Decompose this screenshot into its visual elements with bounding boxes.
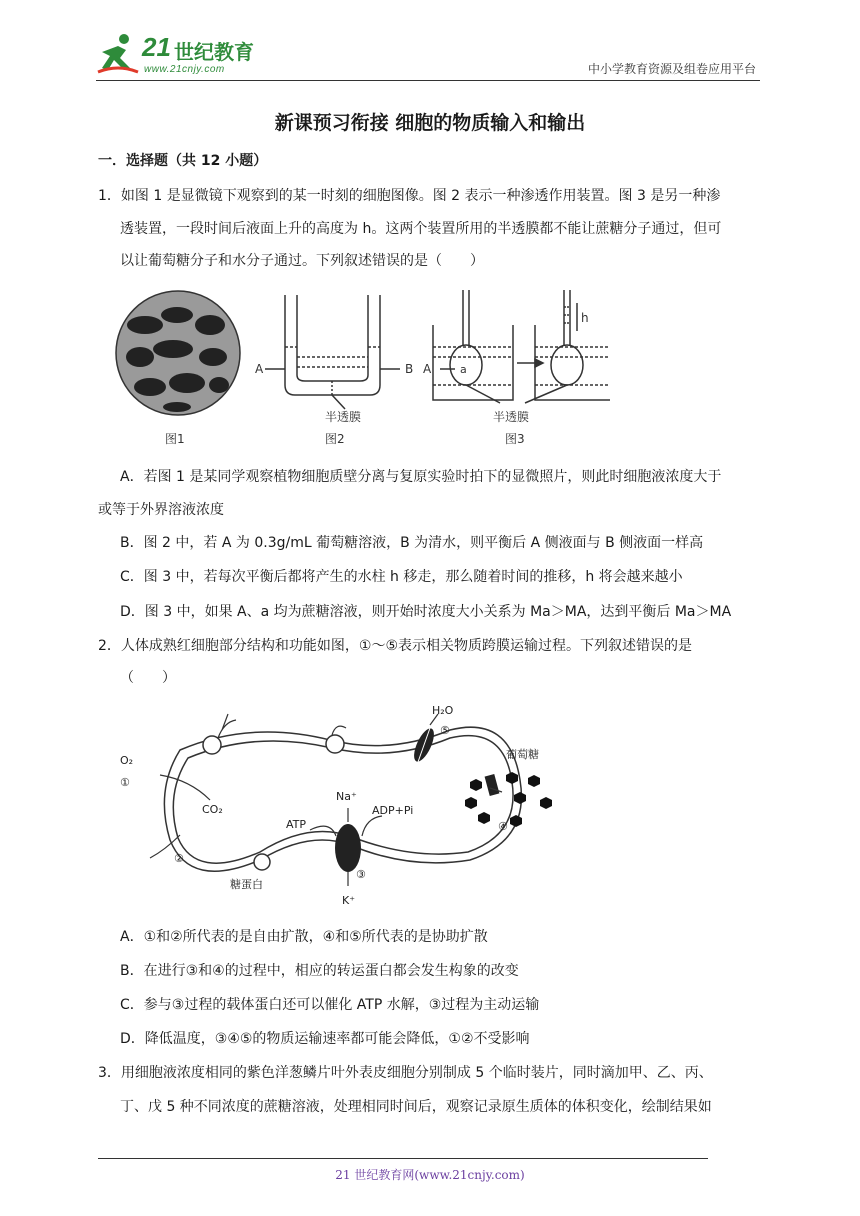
q1-option-c: C．图 3 中，若每次平衡后都将产生的水柱 h 移走，那么随着时间的推移，h 将会越来越小: [120, 569, 683, 585]
glycoprotein-shape: [254, 854, 270, 870]
fig3-label-a-lower: a: [460, 363, 467, 376]
fig2-label: 图2: [325, 432, 345, 446]
label-n5: ⑤: [440, 724, 450, 737]
label-glucose: 葡萄糖: [506, 748, 539, 761]
page-header: [96, 30, 760, 81]
q2-line-2: （ ）: [120, 670, 176, 686]
label-h2o: H₂O: [432, 704, 454, 717]
q1-line-2: 透装置，一段时间后液面上升的高度为 h。这两个装置所用的半透膜都不能让蔗糖分子通过，但可: [120, 221, 722, 237]
q2-option-c: C．参与③过程的载体蛋白还可以催化 ATP 水解，③过程为主动运输: [120, 997, 540, 1013]
q2-option-a: A．①和②所代表的是自由扩散，④和⑤所代表的是协助扩散: [120, 929, 488, 945]
site-logo[interactable]: [96, 32, 256, 76]
runner-logo-icon: [96, 32, 140, 76]
q1-line-3: 以让葡萄糖分子和水分子通过。下列叙述错误的是（ ）: [120, 253, 484, 269]
q2-option-b: B．在进行③和④的过程中，相应的转运蛋白都会发生构象的改变: [120, 963, 519, 979]
q1-line-1: 1．如图 1 是显微镜下观察到的某一时刻的细胞图像。图 2 表示一种渗透作用装置。图 3 是另一种渗: [98, 188, 721, 204]
q2-line-1: 2．人体成熟红细胞部分结构和功能如图，①～⑤表示相关物质跨膜运输过程。下列叙述错误的是: [98, 638, 693, 654]
label-adp: ADP+Pi: [372, 804, 414, 817]
footer-link[interactable]: 21 世纪教育网(www.21cnjy.com): [335, 1168, 525, 1182]
glucose-carrier: [485, 774, 500, 796]
fig2-membrane-label: 半透膜: [325, 410, 362, 424]
label-n1: ①: [120, 776, 130, 789]
fig1-cell-image: [116, 291, 240, 415]
logo-text: 世纪教育: [174, 40, 254, 64]
logo-url: www.21cnjy.com: [144, 64, 225, 75]
label-o2: O₂: [120, 754, 134, 767]
q1-option-a-2: 或等于外界溶液浓度: [98, 502, 224, 518]
q1-option-d: D．图 3 中，如果 A、a 均为蔗糖溶液，则开始时浓度大小关系为 Ma＞MA，达到平衡后 Ma＞MA: [120, 604, 732, 620]
page-title: 新课预习衔接 细胞的物质输入和输出: [274, 112, 586, 134]
label-co2: CO₂: [202, 803, 223, 816]
q3-line-1: 3．用细胞液浓度相同的紫色洋葱鳞片叶外表皮细胞分别制成 5 个临时装片，同时滴加甲、乙、丙、: [98, 1065, 713, 1081]
q1-figure: [115, 285, 610, 450]
label-n2: ②: [174, 852, 184, 865]
fig2-label-b: B: [405, 362, 414, 376]
q2-red-cell-diagram: [110, 700, 590, 910]
logo-number: 21: [142, 32, 171, 62]
label-na: Na⁺: [336, 790, 357, 803]
fig1-label: 图1: [165, 432, 185, 446]
fig3-membrane-label: 半透膜: [493, 410, 530, 424]
membrane-protein-2: [326, 735, 344, 753]
section-heading: 一．选择题（共 12 小题）: [98, 153, 268, 169]
q1-option-b: B．图 2 中，若 A 为 0.3g/mL 葡萄糖溶液，B 为清水，则平衡后 A 侧液面与 B 侧液面一样高: [120, 535, 704, 551]
label-k: K⁺: [342, 894, 356, 907]
label-n3: ③: [356, 868, 366, 881]
fig3-label-h: h: [581, 311, 589, 325]
fig2-u-tube: [265, 295, 400, 409]
label-atp: ATP: [286, 818, 307, 831]
footer-divider: [98, 1158, 708, 1159]
fig3-beakers: [433, 290, 610, 403]
label-n4: ④: [498, 820, 508, 833]
label-glycoprotein: 糖蛋白: [230, 878, 263, 891]
q2-option-d: D．降低温度，③④⑤的物质运输速率都可能会降低，①②不受影响: [120, 1031, 530, 1047]
platform-name: 中小学教育资源及组卷应用平台: [587, 62, 756, 76]
sodium-potassium-pump: [335, 824, 361, 872]
membrane-protein-1: [203, 736, 221, 754]
fig2-label-a: A: [255, 362, 264, 376]
fig3-label: 图3: [505, 432, 525, 446]
q3-line-2: 丁、戊 5 种不同浓度的蔗糖溶液，处理相同时间后，观察记录原生质体的体积变化，绘制结果如: [120, 1099, 712, 1115]
q1-option-a-1: A．若图 1 是某同学观察植物细胞质壁分离与复原实验时拍下的显微照片，则此时细胞液浓度大于: [120, 469, 722, 485]
fig3-label-a-upper: A: [423, 362, 432, 376]
